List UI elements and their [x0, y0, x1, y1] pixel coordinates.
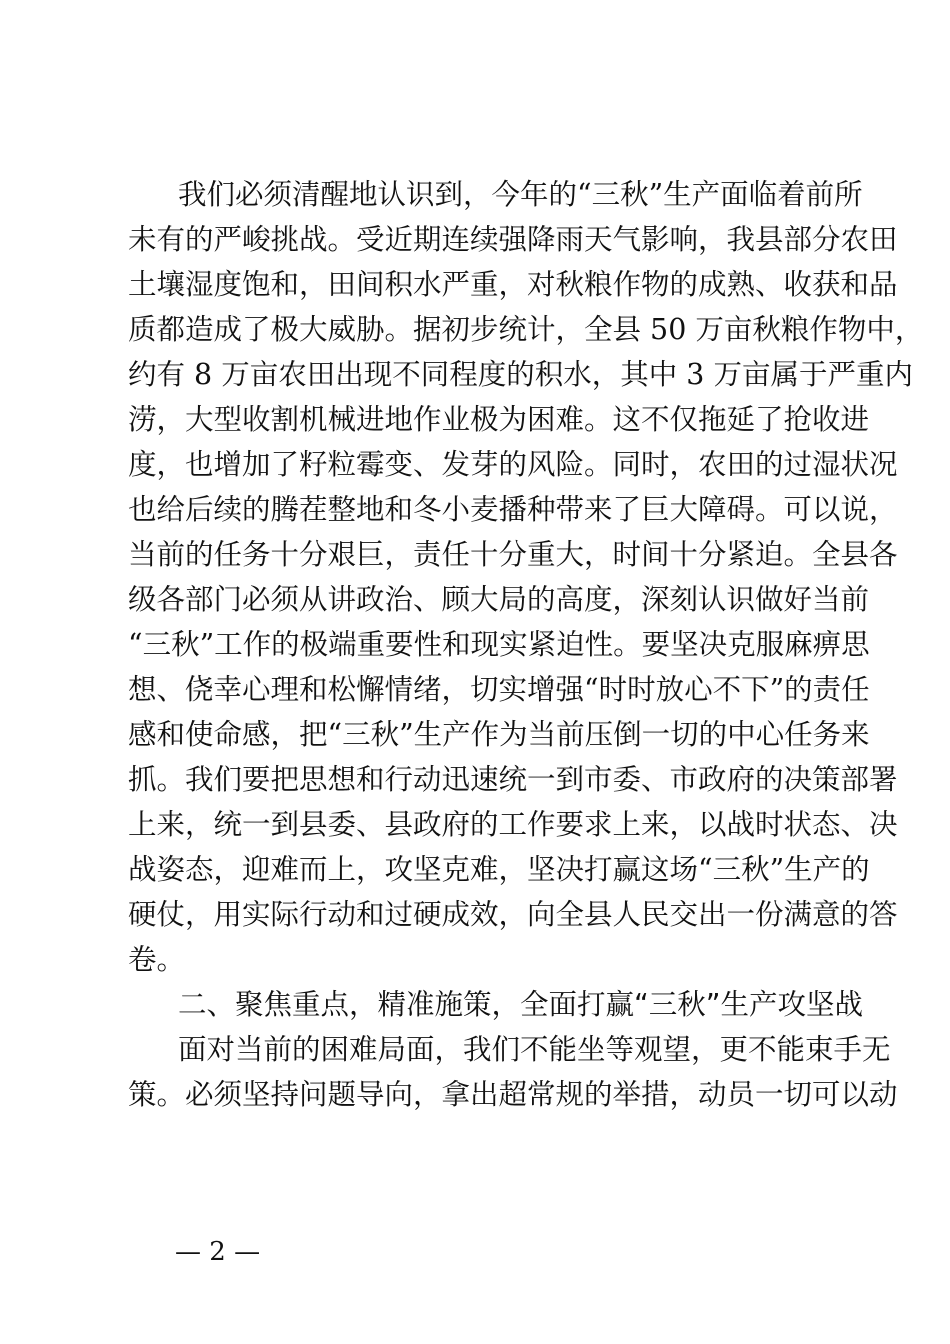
paragraph-line: 战姿态，迎难而上，攻坚克难，坚决打赢这场“三秋”生产的 — [128, 853, 870, 886]
page-number: — 2 — — [175, 1237, 261, 1267]
paragraph-line: 抓。我们要把思想和行动迅速统一到市委、市政府的决策部署 — [128, 763, 898, 796]
paragraph-line: 面对当前的困难局面，我们不能坐等观望，更不能束手无 — [178, 1033, 891, 1066]
paragraph-line: 想、侥幸心理和松懈情绪，切实增强“时时放心不下”的责任 — [128, 673, 870, 706]
paragraph-line: 涝，大型收割机械进地作业极为困难。这不仅拖延了抢收进 — [128, 403, 870, 436]
paragraph-line: 度，也增加了籽粒霉变、发芽的风险。同时，农田的过湿状况 — [128, 448, 898, 481]
paragraph-line: 级各部门必须从讲政治、顾大局的高度，深刻认识做好当前 — [128, 583, 870, 616]
paragraph-line: 卷。 — [128, 943, 186, 976]
paragraph-line: 感和使命感，把“三秋”生产作为当前压倒一切的中心任务来 — [128, 718, 870, 751]
paragraph-line: 未有的严峻挑战。受近期连续强降雨天气影响，我县部分农田 — [128, 223, 898, 256]
paragraph-line: 也给后续的腾茬整地和冬小麦播种带来了巨大障碍。可以说， — [128, 493, 898, 526]
paragraph-line: “三秋”工作的极端重要性和现实紧迫性。要坚决克服麻痹思 — [128, 628, 870, 661]
paragraph-line: 质都造成了极大威胁。据初步统计，全县 50 万亩秋粮作物中， — [128, 313, 924, 346]
paragraph-line: 约有 8 万亩农田出现不同程度的积水，其中 3 万亩属于严重内 — [128, 358, 914, 391]
section-heading: 二、聚焦重点，精准施策，全面打赢“三秋”生产攻坚战 — [178, 988, 864, 1021]
paragraph-line: 策。必须坚持问题导向，拿出超常规的举措，动员一切可以动 — [128, 1078, 898, 1111]
paragraph-line: 当前的任务十分艰巨，责任十分重大，时间十分紧迫。全县各 — [128, 538, 898, 571]
paragraph-line: 土壤湿度饱和，田间积水严重，对秋粮作物的成熟、收获和品 — [128, 268, 898, 301]
paragraph-line: 硬仗，用实际行动和过硬成效，向全县人民交出一份满意的答 — [128, 898, 898, 931]
paragraph-line: 我们必须清醒地认识到，今年的“三秋”生产面临着前所 — [178, 178, 863, 211]
paragraph-line: 上来，统一到县委、县政府的工作要求上来，以战时状态、决 — [128, 808, 898, 841]
